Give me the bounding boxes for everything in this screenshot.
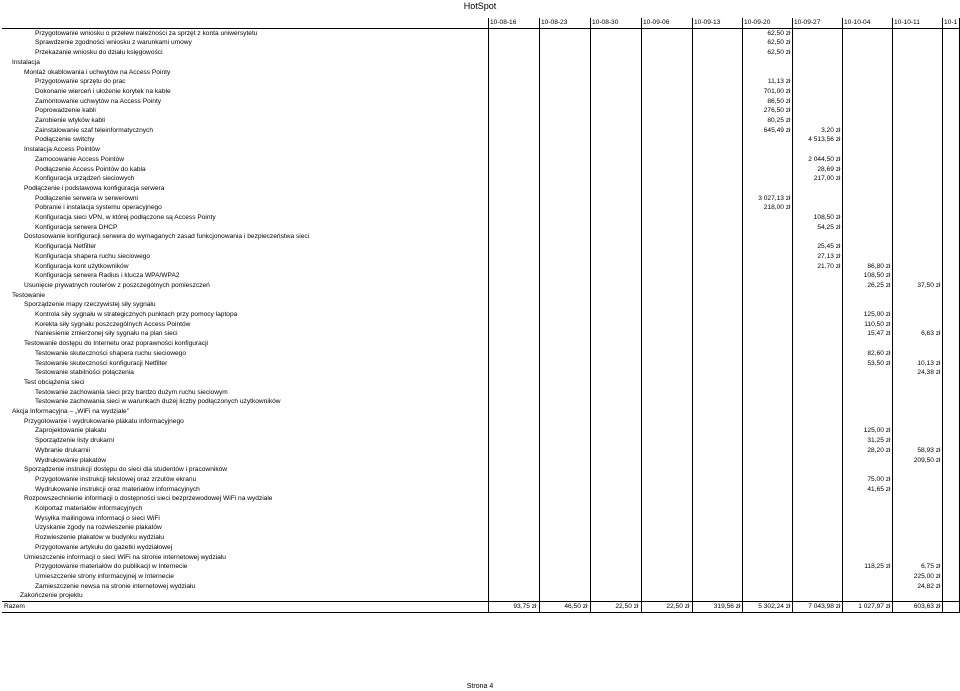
table-row	[2, 465, 960, 475]
column-divider	[842, 18, 843, 612]
table-row	[2, 407, 960, 417]
cost-cell: 62,50 zł	[767, 39, 791, 47]
task-label: Podłączenie Access Pointów do kabla	[35, 165, 146, 173]
week-column-header: 10-10-11	[894, 19, 920, 26]
task-label: Test obciążenia sieci	[24, 378, 85, 386]
cost-cell: 24,38 zł	[917, 369, 941, 377]
cost-cell: 37,50 zł	[917, 281, 941, 289]
table-row	[2, 417, 960, 427]
page-number: Strona 4	[466, 683, 494, 690]
total-cell: 5 302,24 zł	[758, 603, 791, 610]
cost-cell: 15,47 zł	[867, 330, 891, 338]
task-label: Zamocowanie Access Pointów	[35, 155, 125, 163]
task-label: Usunięcie prywatnych routerów z poszczególnych pomieszczeń	[24, 281, 210, 289]
task-label: Podłączenie switchy	[35, 136, 95, 144]
cost-cell: 86,50 zł	[767, 97, 791, 105]
cost-cell: 62,50 zł	[767, 29, 791, 37]
task-label: Dostosowanie konfiguracji serwera do wymaganych zasad funkcjonowania i bezpieczeństwa sieci	[24, 233, 310, 241]
week-column-header: 10-08-30	[592, 19, 619, 26]
task-label: Podłączenie i podstawowa konfiguracja serwera	[24, 184, 165, 192]
week-column-header: 10-08-16	[490, 19, 517, 26]
cost-cell: 24,82 zł	[917, 582, 941, 590]
cost-cell: 125,00 zł	[863, 427, 891, 435]
task-label: Przygotowanie instrukcji tekstowej oraz zrzutów ekranu	[35, 475, 197, 483]
table-row	[2, 320, 960, 330]
cost-cell: 10,13 zł	[917, 359, 941, 367]
cost-cell: 2 044,50 zł	[808, 155, 841, 163]
cost-cell: 645,49 zł	[763, 126, 791, 134]
column-divider	[692, 18, 693, 612]
task-label: Przekazanie wniosku do działu księgowości	[35, 49, 163, 57]
cost-cell: 11,13 zł	[767, 78, 791, 86]
table-row	[2, 562, 960, 572]
table-row	[2, 378, 960, 388]
cost-cell: 28,69 zł	[817, 165, 841, 173]
table-row	[2, 262, 960, 272]
column-divider	[942, 18, 943, 612]
task-label: Zamontowanie uchwytów na Access Pointy	[35, 97, 162, 105]
table-row	[2, 543, 960, 553]
table-row	[2, 349, 960, 359]
cost-cell: 28,20 zł	[867, 446, 891, 454]
table-row	[2, 339, 960, 349]
task-label: Sporządzenie listy drukarni	[35, 437, 115, 445]
table-row	[2, 87, 960, 97]
table-row	[2, 572, 960, 582]
task-label: Rozwieszenie plakatów w budynku wydziału	[35, 534, 165, 542]
cost-cell: 209,50 zł	[913, 456, 941, 464]
task-label: Sporządzenie mapy rzeczywistej siły sygnału	[24, 301, 156, 309]
window-title: HotSpot	[463, 1, 497, 11]
cost-cell: 276,50 zł	[763, 107, 791, 115]
task-label: Konfiguracja urządzeń sieciowych	[35, 175, 135, 183]
table-row	[2, 291, 960, 301]
cost-cell: 58,93 zł	[917, 446, 941, 454]
cost-cell: 217,00 zł	[813, 175, 841, 183]
table-row	[2, 203, 960, 213]
task-label: Sporządzenie instrukcji dostępu do sieci dla studentów i pracowników	[24, 466, 228, 474]
table-row	[2, 165, 960, 175]
table-row	[2, 582, 960, 592]
week-column-header: 10-10-04	[844, 19, 871, 26]
cost-cell: 26,25 zł	[867, 281, 891, 289]
cost-cell: 31,25 zł	[867, 437, 891, 445]
task-label: Zakończenie projektu	[20, 592, 83, 600]
task-label: Konfiguracja shapera ruchu sieciowego	[35, 252, 151, 260]
table-row	[2, 155, 960, 165]
column-divider	[892, 18, 893, 612]
task-label: Instalacja	[12, 58, 40, 66]
table-row	[2, 426, 960, 436]
table-row	[2, 77, 960, 87]
week-column-header: 10-1	[944, 19, 958, 26]
cost-cell: 54,25 zł	[817, 223, 841, 231]
cost-cell: 25,45 zł	[817, 243, 841, 251]
week-column-header: 10-08-23	[541, 19, 568, 26]
table-row	[2, 116, 960, 126]
task-label: Zarobienie wtyków kabli	[35, 117, 105, 124]
total-cell: 22,50 zł	[666, 603, 690, 610]
column-divider	[539, 18, 540, 612]
cost-cell: 4 513,56 zł	[808, 136, 841, 144]
cost-cell: 21,70 zł	[817, 262, 841, 270]
task-label: Testowanie skuteczności shapera ruchu sieciowego	[35, 349, 187, 357]
task-label: Przygotowanie artykułu do gazetki wydziałowej	[35, 543, 173, 551]
task-label: Konfiguracja serwera DHCP	[35, 223, 118, 231]
table-row	[2, 436, 960, 446]
column-divider	[792, 18, 793, 612]
column-divider	[590, 18, 591, 612]
cost-cell: 41,65 zł	[867, 485, 891, 493]
column-divider	[742, 18, 743, 612]
task-label: Wydrukowanie plakatów	[35, 456, 107, 464]
table-row	[2, 553, 960, 563]
table-row	[2, 126, 960, 136]
cost-cell: 6,75 zł	[921, 563, 941, 571]
week-column-header: 10-09-27	[794, 19, 821, 26]
table-row	[2, 281, 960, 291]
table-row	[2, 456, 960, 466]
table-row	[2, 310, 960, 320]
table-row	[2, 58, 960, 68]
cost-cell: 3 027,13 zł	[758, 194, 791, 202]
task-label: Umieszczenie informacji o sieci WiFi na stronie internetowej wydziału	[24, 553, 226, 561]
date-header-row	[2, 18, 960, 29]
total-label: Razem	[4, 603, 25, 610]
task-label: Naniesienie zmierzonej siły sygnału na plan sieci	[35, 330, 178, 338]
table-row	[2, 359, 960, 369]
table-row	[2, 174, 960, 184]
cost-cell: 80,25 zł	[767, 117, 791, 124]
task-label: Akcja Informacyjna – „WiFi na wydziale”	[12, 408, 129, 415]
task-label: Zaprojektowanie plakatu	[35, 427, 107, 435]
task-label: Umieszczenie strony informacyjnej w Internecie	[35, 572, 174, 580]
task-label: Montaż okablowania i uchwytów na Access Pointy	[24, 68, 171, 76]
task-label: Testowanie stabilności połączenia	[35, 369, 134, 377]
task-label: Testowanie zachowania sieci przy bardzo dużym ruchu sieciowym	[35, 388, 228, 396]
table-row	[2, 48, 960, 58]
task-label: Poprowadzenie kabli	[35, 107, 96, 115]
task-label: Przygotowanie sprzętu do prac	[35, 78, 126, 86]
table-row	[2, 29, 960, 39]
table-row	[2, 591, 960, 601]
table-row	[2, 106, 960, 116]
task-label: Wydrukowanie instrukcji oraz materiałów informacyjnych	[35, 485, 200, 493]
table-row	[2, 397, 960, 407]
column-divider	[641, 18, 642, 612]
cost-cell: 108,50 zł	[813, 214, 841, 221]
task-label: Testowanie skuteczności konfiguracji Netfilter	[35, 359, 168, 367]
task-label: Wybranie drukarnii	[35, 446, 90, 454]
table-row	[2, 232, 960, 242]
cost-cell: 53,50 zł	[867, 359, 891, 367]
table-row	[2, 504, 960, 514]
table-row	[2, 242, 960, 252]
task-label: Zainstalowanie szaf teleinformatycznych	[35, 126, 154, 134]
cost-table	[2, 18, 960, 618]
total-cell: 93,75 zł	[513, 603, 537, 610]
total-cell: 7 043,98 zł	[808, 603, 841, 610]
table-row	[2, 494, 960, 504]
total-cell: 46,50 zł	[564, 603, 588, 610]
table-row	[2, 475, 960, 485]
week-column-header: 10-09-20	[744, 19, 771, 26]
total-cell: 603,63 zł	[913, 603, 941, 610]
week-column-header: 10-09-13	[694, 19, 721, 26]
cost-cell: 6,63 zł	[921, 330, 941, 338]
task-label: Podłączenie serwera w serwerowni	[35, 194, 138, 202]
table-row	[2, 523, 960, 533]
table-row	[2, 485, 960, 495]
cost-cell: 225,00 zł	[913, 572, 941, 580]
table-row	[2, 533, 960, 543]
task-label: Uzyskanie zgody na rozwieszenie plakatów	[35, 524, 162, 532]
task-label: Sprawdzenie zgodności wniosku z warunkami umowy	[35, 39, 192, 47]
table-row	[2, 145, 960, 155]
week-column-header: 10-09-06	[643, 19, 670, 26]
table-row	[2, 97, 960, 107]
task-label: Kontrola siły sygnału w strategicznych punktach przy pomocy laptopa	[35, 311, 238, 318]
task-label: Korekta siły sygnału poszczególnych Access Pointów	[35, 320, 191, 328]
column-divider	[488, 18, 489, 612]
task-label: Przygotowanie materiałów do publikacji w Internecie	[35, 563, 188, 571]
table-row	[2, 252, 960, 262]
task-label: Testowanie dostępu do Internetu oraz poprawności konfiguracji	[24, 340, 209, 348]
task-label: Przygotowanie i wydrukowanie plakatu informacyjnego	[24, 417, 184, 425]
task-label: Testowanie zachowania sieci w warunkach dużej liczby podłączonych użytkowników	[35, 398, 281, 406]
cost-cell: 110,50 zł	[864, 320, 891, 328]
total-row	[2, 601, 960, 613]
cost-cell: 86,80 zł	[867, 262, 891, 270]
task-label: Przygotowanie wniosku o przelew należności za sprzęt z konta uniwersytetu	[35, 29, 258, 37]
table-row	[2, 388, 960, 398]
table-row	[2, 368, 960, 378]
cost-cell: 125,00 zł	[863, 311, 891, 318]
cost-cell: 62,50 zł	[767, 49, 791, 57]
task-label: Kolportaż materiałów informacyjnych	[35, 505, 143, 512]
table-row	[2, 194, 960, 204]
task-label: Konfiguracja serwera Radius i klucza WPA/WPA2	[35, 272, 180, 280]
task-label: Wysyłka mailingowa informacji o sieci WiFi	[35, 514, 160, 522]
table-row	[2, 135, 960, 145]
task-label: Testowanie	[12, 291, 45, 299]
table-row	[2, 184, 960, 194]
total-cell	[942, 602, 960, 612]
table-row	[2, 329, 960, 339]
total-cell: 319,56 zł	[713, 603, 741, 610]
cost-cell: 75,00 zł	[867, 475, 891, 483]
table-row	[2, 68, 960, 78]
total-cell: 22,50 zł	[615, 603, 639, 610]
table-row	[2, 300, 960, 310]
table-row	[2, 223, 960, 233]
cost-cell: 218,00 zł	[763, 204, 791, 212]
task-label: Dokonanie wierceń i ułożenie korytek na kable	[35, 87, 171, 95]
table-row	[2, 514, 960, 524]
task-label: Instalacja Access Pointów	[24, 146, 100, 154]
task-label: Konfiguracja sieci VPN, w której podłączone są Access Pointy	[35, 214, 216, 221]
table-row	[2, 446, 960, 456]
cost-cell: 3,20 zł	[821, 126, 841, 134]
cost-cell: 27,13 zł	[817, 252, 841, 260]
task-label: Konfiguracja Netfilter	[35, 243, 97, 251]
table-row	[2, 213, 960, 223]
task-label: Rozpowszechnienie informacji o dostępności sieci bezprzewodowej WiFi na wydziale	[24, 495, 273, 503]
task-label: Konfiguracja kont użytkowników	[35, 262, 129, 270]
task-label: Pobranie i instalacja systemu operacyjnego	[35, 204, 162, 212]
table-row	[2, 271, 960, 281]
table-row	[2, 38, 960, 48]
total-cell: 1 027,97 zł	[858, 603, 891, 610]
cost-cell: 108,50 zł	[863, 272, 891, 280]
cost-cell: 701,00 zł	[763, 87, 791, 95]
cost-cell: 118,25 zł	[864, 563, 891, 571]
task-label: Zamieszczenie newsa na stronie internetowej wydziału	[35, 582, 196, 590]
cost-cell: 82,60 zł	[867, 349, 891, 357]
